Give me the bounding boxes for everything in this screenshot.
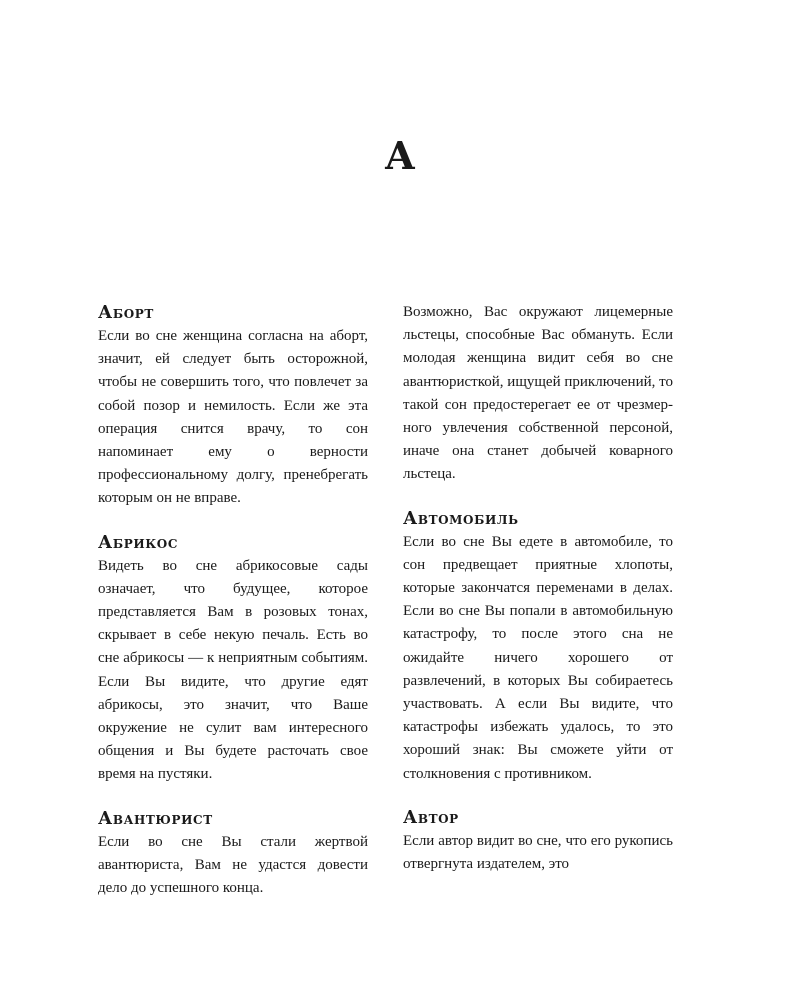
entry-avantyurist xyxy=(98,807,368,901)
entry-text: Если во сне Вы едете в автомобиле, то сон предвещает приятные хлопоты, которые закончатся переменами в делах. Если во сне Вы попали в автомобильную катастрофу, то после этого сна не ожидайте ничего хорошего от развлечений, в которых Вы собираетесь участвовать. А если Вы видите, что катастрофы избежать удалось, то это хороший знак: Вы сможете уйти от столкновения с противником. xyxy=(403,533,673,782)
headword: Автомобиль xyxy=(403,508,519,529)
headword: Аборт xyxy=(98,303,154,323)
headword: Авантюрист xyxy=(98,808,213,829)
left-column xyxy=(98,301,368,920)
entry-text: Если во сне женщина согласна на аборт, значит, ей следует быть осторожной, чтобы не совершить того, что повлечет за собой позор и немилость. Если же эта операция снится врачу, то сон напоминает ему о верности профессиональному долгу, пренебрегать которым он не вправе. xyxy=(98,328,368,507)
entry-avtomobil xyxy=(403,507,673,786)
section-letter: А xyxy=(384,133,416,178)
right-column xyxy=(403,301,673,896)
continued-text: Возможно, Вас окружают лицемерные льстецы, способные Вас обмануть. Если молодая женщина видит себя во сне авантюристкой, ищущей приключений, то такой сон предостерегает ее от чрезмерного увлечения собственной персоной, иначе она станет добычей коварного льстеца. xyxy=(403,304,673,483)
headword: Абрикос xyxy=(98,532,178,553)
entry-abrikos xyxy=(98,531,368,787)
entry-abort xyxy=(98,301,368,511)
headword: Автор xyxy=(403,807,459,828)
entry-text: Если автор видит во сне, что его рукопись отвергнута издателем, это xyxy=(403,832,673,873)
entry-avtor xyxy=(403,806,673,876)
entry-text: Если во сне Вы стали жертвой авантюриста, Вам не удастся довести дело до успешного конца. xyxy=(98,833,368,897)
entry-text: Видеть во сне абрикосовые сады означает, что будущее, которое представляется Вам в розовых тонах, скрывает в себе некую печаль. Есть во сне абрикосы — к неприятным событиям. Если Вы видите, что другие едят абрикосы, это значит, что Ваше окружение не сулит вам интересного общения и Вы будете расточать свое время на пустяки. xyxy=(98,557,368,783)
